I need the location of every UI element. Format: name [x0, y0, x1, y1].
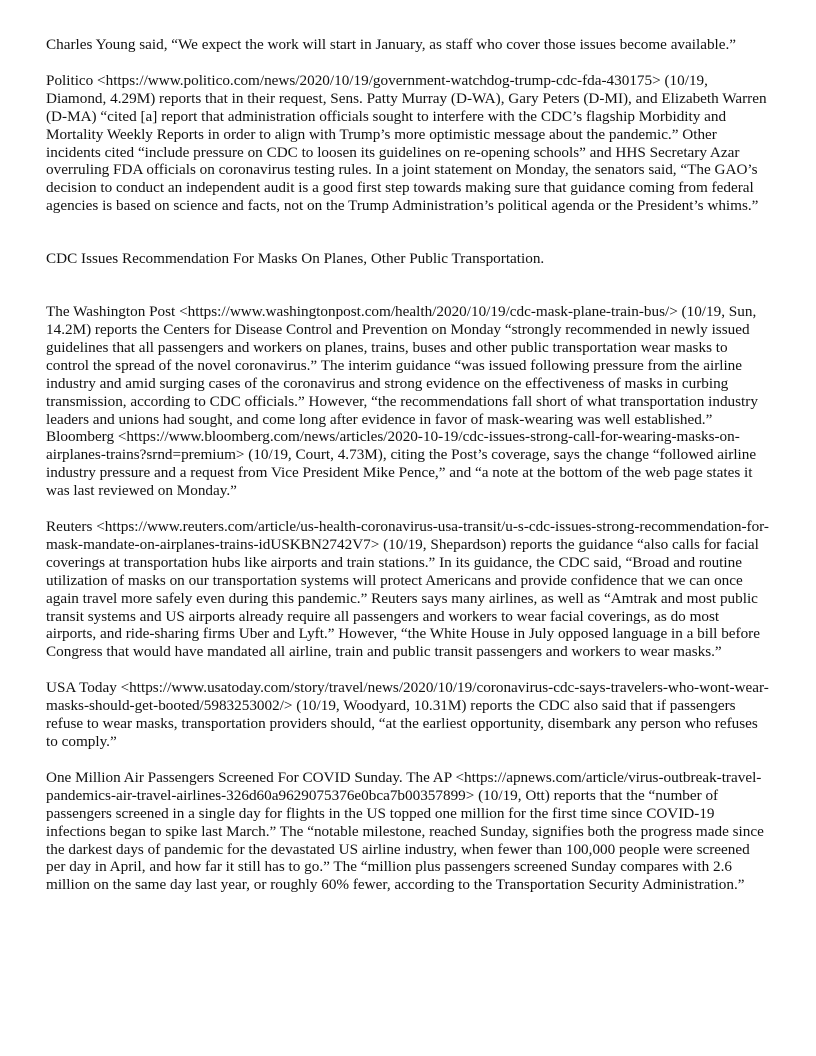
paragraph-young-quote: Charles Young said, “We expect the work will start in January, as staff who cover those issues become available.” [46, 36, 737, 53]
paragraph-spacer [46, 500, 772, 518]
section-spacer [46, 268, 772, 303]
paragraph-politico: Politico <https://www.politico.com/news/2020/10/19/government-watchdog-trump-cdc-fda-430175> (10/19, Diamond, 4.29M) reports that in their request, Sens. Patty Murray (D-WA), Gary Peters (D-MI), and Elizabeth Warren (D-MA) “cited [a] report that administration officials sought to interfere with the CDC’s flagship Morbidity and Mortality Weekly Reports in order to align with Trump’s more optimistic message about the pandemic.” Other incidents cited “include pressure on CDC to loosen its guidelines on re-opening schools” and HHS Secretary Azar overruling FDA officials on coronavirus testing rules. In a joint statement on Monday, the senators said, “The GAO’s decision to conduct an independent audit is a good first step towards making sure that guidance coming from federal agencies is based on science and facts, not on the Trump Administration’s political agenda or the President’s whims.” [46, 71, 767, 215]
paragraph-spacer [46, 54, 772, 72]
section-heading: CDC Issues Recommendation For Masks On Planes, Other Public Transportation. [46, 250, 545, 268]
paragraph-reuters: Reuters <https://www.reuters.com/article/us-health-coronavirus-usa-transit/u-s-cdc-issues-strong-recommendation-for-mask-mandate-on-airplanes-trains-idUSKBN2742V7> (10/19, Shepardson) reports the guidance “also calls for facial coverings at transportation hubs like airports and train stations.” In its guidance, the CDC said, “Broad and routine utilization of masks on our transportation systems will protect Americans and provide confidence that we can once again travel more safely even during this pandemic.” Reuters says many airlines, as well as “Amtrak and most public transit systems and US airports already require all passengers and workers to wear facial coverings, as do most airports, and ride-sharing firms Uber and Lyft.” However, “the White House in July opposed language in a bill before Congress that would have mandated all airline, train and public transit passengers and workers to wear masks.” [46, 518, 769, 661]
paragraph-spacer [46, 661, 772, 679]
paragraph-spacer [46, 751, 772, 769]
paragraph-ap: One Million Air Passengers Screened For COVID Sunday. The AP <https://apnews.com/article/virus-outbreak-travel-pandemics-air-travel-airlines-326d60a9629075376e0bca7b00357899> (10/19, Ott) reports that the “number of passengers screened in a single day for flights in the US topped one million for the first time since COVID-19 infections began to spike last March.” The “notable milestone, reached Sunday, signifies both the progress made since the darkest days of pandemic for the devastated US airline industry, when fewer than 100,000 people were screened per day in April, and how far it still has to go.” The “million plus passengers screened Sunday compares with 2.6 million on the same day last year, or roughly 60% fewer, according to the Transportation Security Administration.” [46, 768, 764, 894]
paragraph-usa-today: USA Today <https://www.usatoday.com/story/travel/news/2020/10/19/coronavirus-cdc-says-travelers-who-wont-wear-masks-should-get-booted/5983253002/> (10/19, Woodyard, 10.31M) reports the CDC also said that if passengers refuse to wear masks, transportation providers should, “at the earliest opportunity, disembark any person who refuses to comply.” [46, 679, 769, 750]
section-spacer [46, 215, 772, 250]
paragraph-washington-post: The Washington Post <https://www.washingtonpost.com/health/2020/10/19/cdc-mask-plane-train-bus/> (10/19, Sun, 14.2M) reports the Centers for Disease Control and Prevention on Monday “strongly recommended in newly issued guidelines that all passengers and workers on planes, trains, buses and other public transportation wear masks to control the spread of the novel coronavirus.” The interim guidance “was issued following pressure from the airline industry and amid surging cases of the coronavirus and strong evidence on the effectiveness of masks in curbing transmission, according to CDC officials.” However, “the recommendations fall short of what transportation industry leaders and unions had sought, and come long after evidence in favor of mask-wearing was well established.” Bloomberg <https://www.bloomberg.com/news/articles/2020-10-19/cdc-issues-strong-call-for-wearing-masks-on-airplanes-trains?srnd=premium> (10/19, Court, 4.73M), citing the Post’s coverage, says the change “followed airline industry pressure and a request from Vice President Mike Pence,” and “a note at the bottom of the web page states it was last reviewed on Monday.” [46, 303, 758, 500]
document-page [46, 36, 772, 894]
